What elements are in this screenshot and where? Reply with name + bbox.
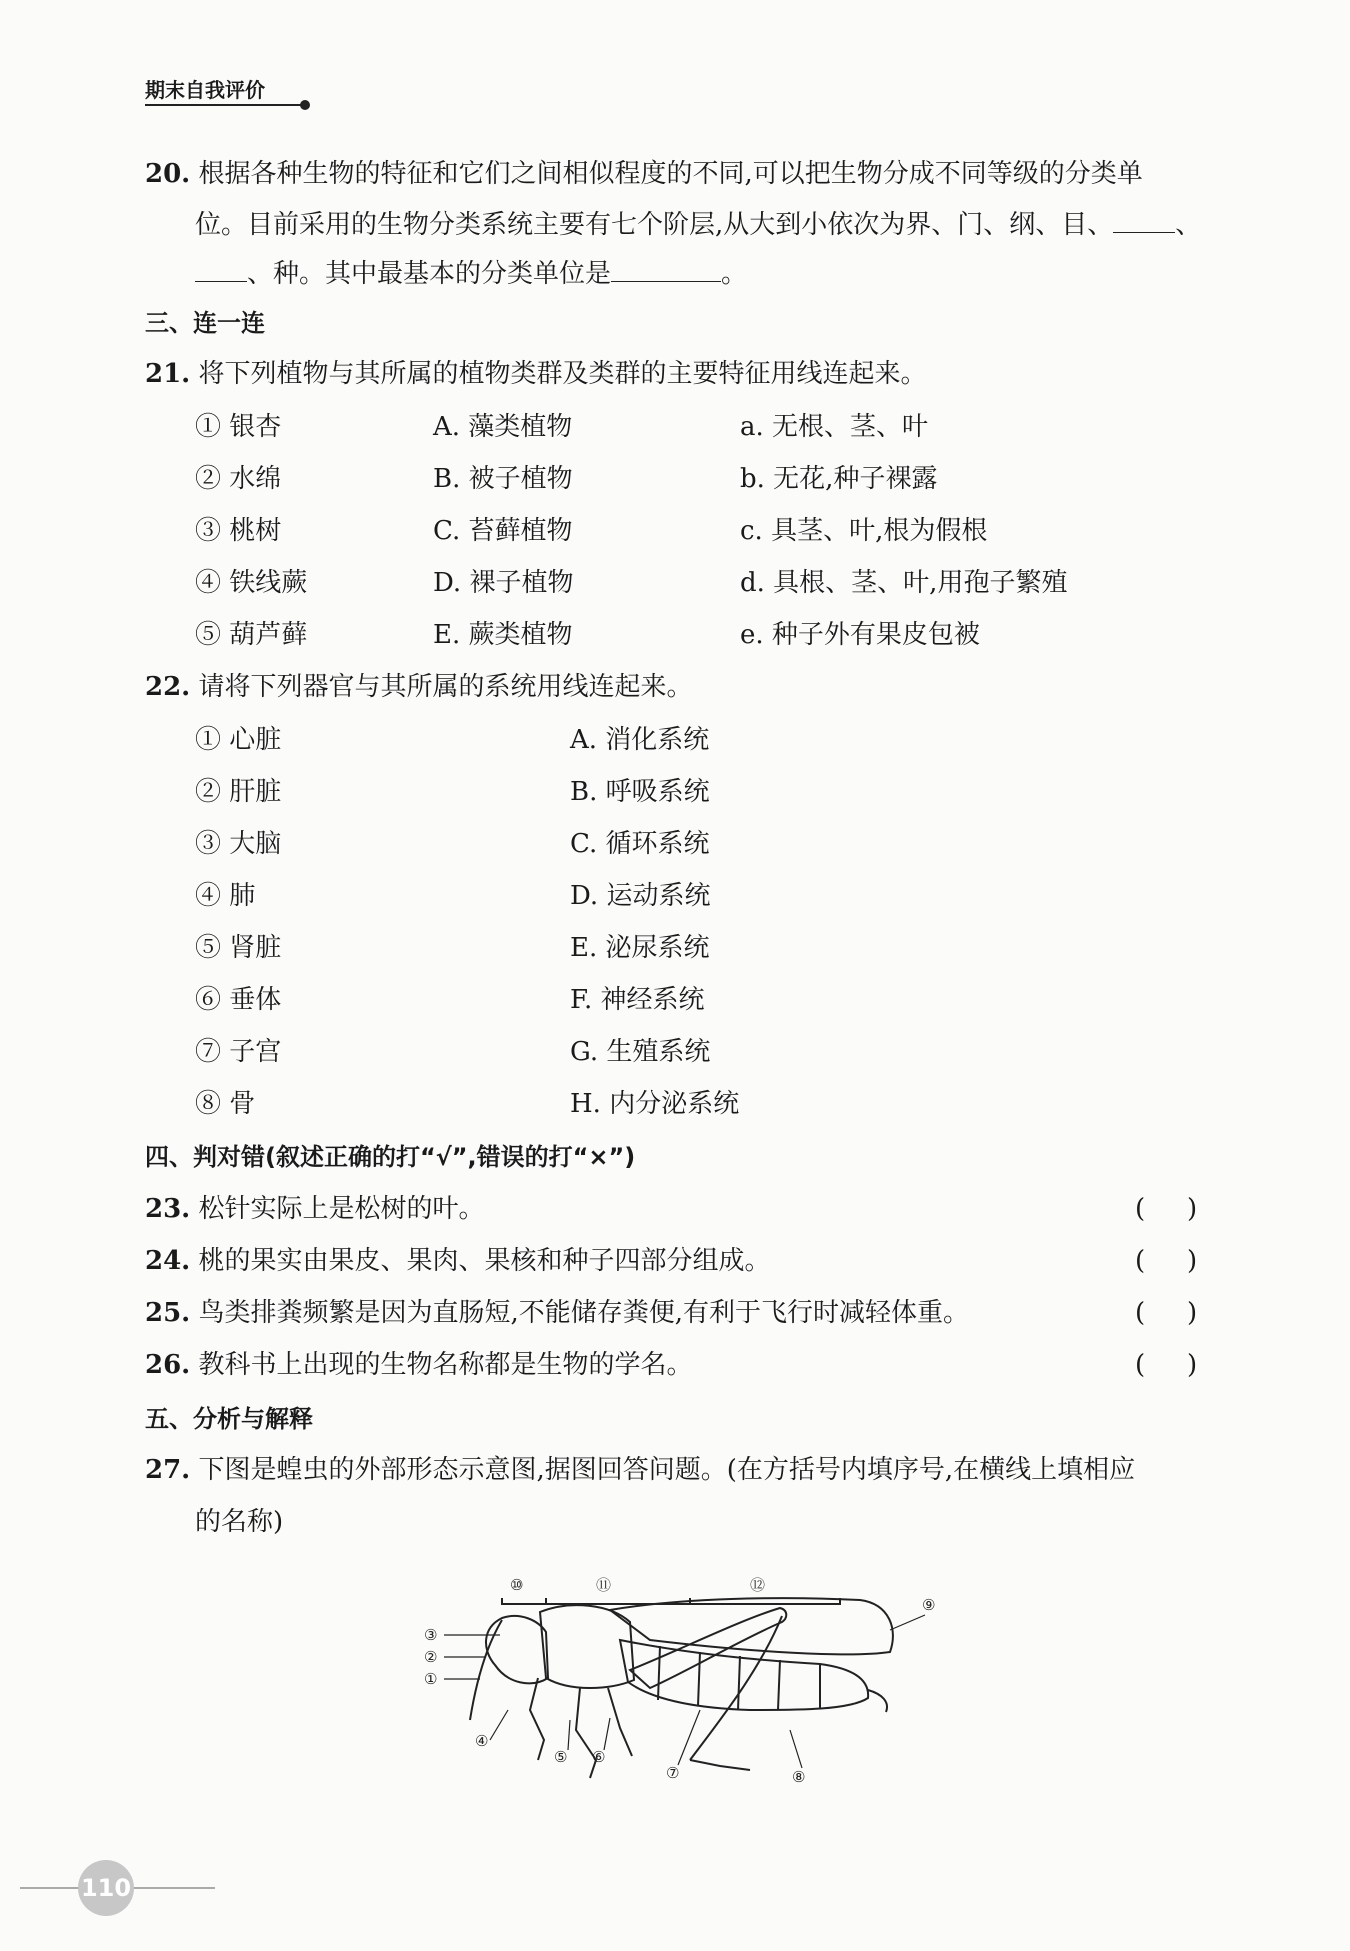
- q25-number: 25.: [145, 1298, 191, 1328]
- q22-system-item[interactable]: F. 神经系统: [570, 985, 705, 1015]
- q20-blank-1[interactable]: [1113, 206, 1175, 233]
- q21-stem: [145, 357, 927, 391]
- label-7: ⑦: [666, 1764, 680, 1782]
- bracket-10: [502, 1598, 546, 1604]
- q22-system-item[interactable]: E. 泌尿系统: [570, 933, 710, 963]
- q23-text: 松针实际上是松树的叶。: [198, 1194, 485, 1224]
- label-8: ⑧: [792, 1768, 806, 1786]
- page-header: 期末自我评价: [145, 78, 265, 102]
- label-6: ⑥: [592, 1748, 606, 1766]
- label-5: ⑤: [554, 1748, 568, 1766]
- q23-number: 23.: [145, 1194, 191, 1224]
- label-10: ⑩: [510, 1576, 524, 1594]
- head: [486, 1616, 548, 1683]
- q22-text: 请将下列器官与其所属的系统用线连起来。: [198, 672, 693, 702]
- paren-close: ): [1187, 1350, 1198, 1380]
- judge-item-24: [145, 1244, 771, 1278]
- front-leg: [530, 1678, 544, 1760]
- q23-answer-box[interactable]: [1135, 1192, 1197, 1226]
- q20-line2: [195, 206, 1201, 242]
- q20-text-3a: 、种。其中最基本的分类单位是: [247, 259, 612, 289]
- q22-organ-item[interactable]: ⑤ 肾脏: [195, 933, 282, 963]
- q21-feature-item[interactable]: c. 具茎、叶,根为假根: [740, 516, 988, 546]
- q24-text: 桃的果实由果皮、果肉、果核和种子四部分组成。: [198, 1246, 771, 1276]
- q22-system-item[interactable]: A. 消化系统: [570, 725, 710, 755]
- judge-item-26: [145, 1348, 693, 1382]
- middle-leg-2: [608, 1688, 632, 1756]
- q21-group-item[interactable]: B. 被子植物: [433, 464, 573, 494]
- q21-text: 将下列植物与其所属的植物类群及类群的主要特征用线连起来。: [198, 359, 927, 389]
- q26-answer-box[interactable]: [1135, 1348, 1197, 1382]
- q27-number: 27.: [145, 1455, 191, 1485]
- q22-organ-item[interactable]: ④ 肺: [195, 881, 256, 911]
- section-4-title: 四、判对错(叙述正确的打“√”,错误的打“×”): [145, 1143, 636, 1171]
- label-11: ⑪: [596, 1576, 612, 1594]
- label-1: ①: [424, 1670, 438, 1688]
- paren-open: (: [1135, 1246, 1146, 1276]
- q21-group-item[interactable]: D. 裸子植物: [433, 568, 574, 598]
- q26-text: 教科书上出现的生物名称都是生物的学名。: [198, 1350, 693, 1380]
- hind-leg-femur: [630, 1608, 786, 1688]
- q27-text-1: 下图是蝗虫的外部形态示意图,据图回答问题。(在方括号内填序号,在横线上填相应: [198, 1455, 1136, 1485]
- q20-text-3b: 。: [721, 259, 748, 289]
- q22-organ-item[interactable]: ⑥ 垂体: [195, 985, 282, 1015]
- q25-text: 鸟类排粪频繁是因为直肠短,不能储存粪便,有利于飞行时减轻体重。: [198, 1298, 970, 1328]
- section-5-title: 五、分析与解释: [145, 1405, 313, 1433]
- q22-organ-item[interactable]: ⑧ 骨: [195, 1089, 256, 1119]
- paren-open: (: [1135, 1194, 1146, 1224]
- q22-organ-item[interactable]: ① 心脏: [195, 725, 282, 755]
- q24-number: 24.: [145, 1246, 191, 1276]
- q22-system-item[interactable]: C. 循环系统: [570, 829, 710, 859]
- q21-feature-item[interactable]: b. 无花,种子裸露: [740, 464, 938, 494]
- page-number: 110: [78, 1860, 134, 1916]
- q20-blank-2[interactable]: [195, 255, 247, 282]
- q20-text-2: 位。目前采用的生物分类系统主要有七个阶层,从大到小依次为界、门、纲、目、: [195, 210, 1114, 240]
- q26-number: 26.: [145, 1350, 191, 1380]
- judge-item-25: [145, 1296, 969, 1330]
- q21-group-item[interactable]: C. 苔藓植物: [433, 516, 573, 546]
- paren-close: ): [1187, 1298, 1198, 1328]
- q20-text-1: 根据各种生物的特征和它们之间相似程度的不同,可以把生物分成不同等级的分类单: [198, 159, 1143, 189]
- header-rule: [145, 104, 305, 106]
- paren-open: (: [1135, 1298, 1146, 1328]
- q21-plant-item[interactable]: ⑤ 葫芦藓: [195, 620, 308, 650]
- q22-organ-item[interactable]: ⑦ 子宫: [195, 1037, 282, 1067]
- q21-group-item[interactable]: E. 蕨类植物: [433, 620, 573, 650]
- paren-close: ): [1187, 1246, 1198, 1276]
- q20-line1: [145, 157, 1143, 191]
- q25-answer-box[interactable]: [1135, 1296, 1197, 1330]
- label-3: ③: [424, 1626, 438, 1644]
- q20-line3: [195, 255, 747, 291]
- q20-number: 20.: [145, 159, 191, 189]
- q27-line1: [145, 1453, 1135, 1487]
- q21-feature-item[interactable]: e. 种子外有果皮包被: [740, 620, 980, 650]
- q27-line2: 的名称): [195, 1507, 284, 1537]
- q21-plant-item[interactable]: ③ 桃树: [195, 516, 282, 546]
- label-12: ⑫: [750, 1576, 766, 1594]
- q22-system-item[interactable]: D. 运动系统: [570, 881, 711, 911]
- label-4: ④: [475, 1732, 489, 1750]
- q21-number: 21.: [145, 359, 191, 389]
- header-dot: [300, 100, 310, 110]
- q20-blank-3[interactable]: [611, 255, 721, 282]
- q22-stem: [145, 670, 693, 704]
- q22-system-item[interactable]: B. 呼吸系统: [570, 777, 710, 807]
- q22-organ-item[interactable]: ③ 大脑: [195, 829, 282, 859]
- q21-feature-item[interactable]: a. 无根、茎、叶: [740, 412, 929, 442]
- paren-open: (: [1135, 1350, 1146, 1380]
- grasshopper-diagram: [420, 1560, 960, 1800]
- q21-plant-item[interactable]: ① 银杏: [195, 412, 282, 442]
- label-2: ②: [424, 1648, 438, 1666]
- q21-feature-item[interactable]: d. 具根、茎、叶,用孢子繁殖: [740, 568, 1068, 598]
- q21-plant-item[interactable]: ② 水绵: [195, 464, 282, 494]
- q22-system-item[interactable]: G. 生殖系统: [570, 1037, 711, 1067]
- q22-organ-item[interactable]: ② 肝脏: [195, 777, 282, 807]
- q24-answer-box[interactable]: [1135, 1244, 1197, 1278]
- q21-group-item[interactable]: A. 藻类植物: [433, 412, 573, 442]
- label-9: ⑨: [922, 1596, 936, 1614]
- paren-close: ): [1187, 1194, 1198, 1224]
- q22-system-item[interactable]: H. 内分泌系统: [570, 1089, 740, 1119]
- judge-item-23: [145, 1192, 485, 1226]
- q21-plant-item[interactable]: ④ 铁线蕨: [195, 568, 308, 598]
- section-3-title: 三、连一连: [145, 309, 265, 337]
- q20-text-2-tail: 、: [1175, 210, 1202, 240]
- q22-number: 22.: [145, 672, 191, 702]
